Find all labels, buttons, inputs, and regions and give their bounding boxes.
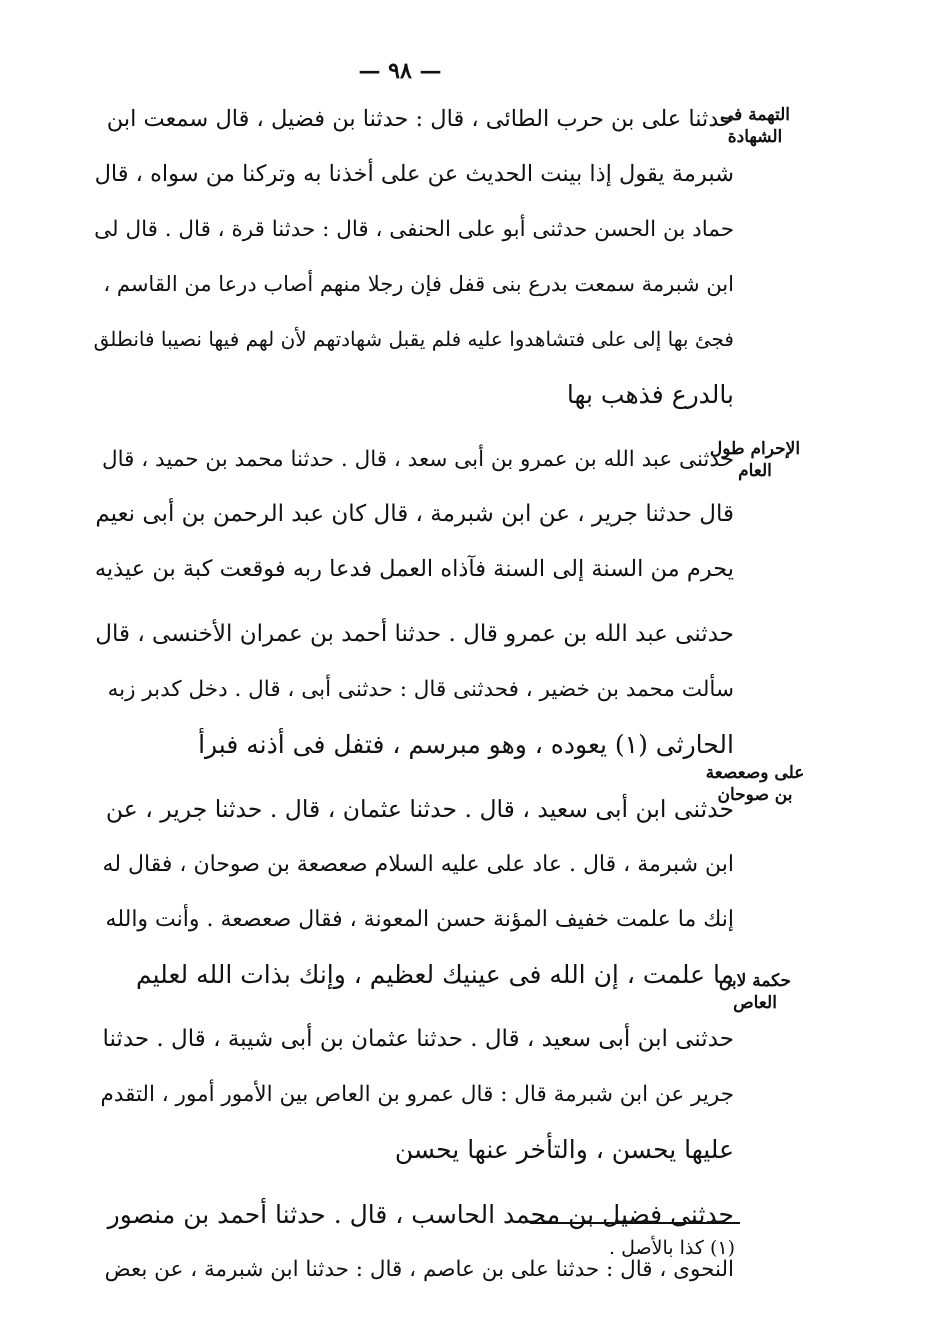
text-line: شبرمة يقول إذا بينت الحديث عن على أخذنا به وتركنا من سواه ، قال [94, 161, 734, 187]
text-line: قال حدثنا جرير ، عن ابن شبرمة ، قال كان عبد الرحمن بن أبى نعيم [95, 501, 734, 527]
text-line: ما علمت ، إن الله فى عينيك لعظيم ، وإنك بذات الله لعليم [135, 960, 734, 989]
sidenote-wisdom: حكمة لابن العاص [718, 971, 792, 1013]
footnote-divider [530, 1222, 740, 1224]
text-line: جرير عن ابن شبرمة قال : قال عمرو بن العاص بين الأمور أمور ، التقدم [100, 1082, 734, 1107]
text-line: بالدرع فذهب بها [566, 380, 734, 409]
paragraph [94, 432, 734, 597]
text-line: النحوى ، قال : حدثنا على بن عاصم ، قال : حدثنا ابن شبرمة ، عن بعض [104, 1257, 734, 1282]
text-line: الحارثى (١) يعوده ، وهو مبرسم ، فتفل فى أذنه فبرأ [198, 730, 734, 759]
sidenote-ali-sasaa: على وصعصعة بن صوحان [705, 763, 805, 805]
main-text [94, 92, 734, 1297]
text-line: سألت محمد بن خضير ، فحدثنى قال : حدثنى أبى ، قال . دخل كدبر زبه [107, 677, 734, 702]
text-line: ابن شبرمة سمعت بدرع بنى قفل فإن رجلا منهم أصاب درعا من القاسم ، [103, 272, 734, 296]
page-number: — ٩٨ — [358, 58, 442, 84]
text-line: حدثنى عبد الله بن عمرو قال . حدثنا أحمد بن عمران الأخنسى ، قال [95, 621, 734, 647]
footnote: (١) كذا بالأصل . [609, 1237, 735, 1259]
paragraph [94, 1012, 734, 1177]
text-line: حدثنى عبد الله بن عمرو بن أبى سعد ، قال . حدثنا محمد بن حميد ، قال [101, 447, 734, 472]
text-line: يحرم من السنة إلى السنة فآذاه العمل فدعا ربه فوقعت كبة بن عيذيه [94, 556, 734, 582]
text-line: حماد بن الحسن حدثنى أبو على الحنفى ، قال : حدثنا قرة ، قال . قال لى [94, 217, 734, 242]
paragraph [94, 607, 734, 772]
paragraph [94, 92, 734, 422]
text-line: فجئ بها إلى على فتشاهدوا عليه فلم يقبل شهادتهم لأن لهم فيها نصيبا فانطلق [93, 327, 734, 351]
text-line: حدثنى ابن أبى سعيد ، قال . حدثنا عثمان بن أبى شيبة ، قال . حدثنا [102, 1026, 734, 1052]
text-line: إنك ما علمت خفيف المؤنة حسن المعونة ، فقال صعصعة . وأنت والله [105, 907, 734, 932]
sidenote-ihram: الإحرام طول العام [709, 439, 801, 481]
paragraph [94, 782, 734, 1002]
text-line: حدثنا على بن حرب الطائى ، قال : حدثنا بن فضيل ، قال سمعت ابن [106, 106, 734, 132]
text-line: عليها يحسن ، والتأخر عنها يحسن [394, 1135, 734, 1164]
text-line: حدثنى فضيل بن محمد الحاسب ، قال . حدثنا أحمد بن منصور [107, 1200, 734, 1229]
text-line: حدثنى ابن أبى سعيد ، قال . حدثنا عثمان ، قال . حدثنا جرير ، عن [105, 795, 734, 823]
sidenote-testimony: التهمة فى الشهادة [719, 105, 791, 147]
text-line: ابن شبرمة ، قال . عاد على عليه السلام صعصعة بن صوحان ، فقال له [102, 852, 734, 877]
